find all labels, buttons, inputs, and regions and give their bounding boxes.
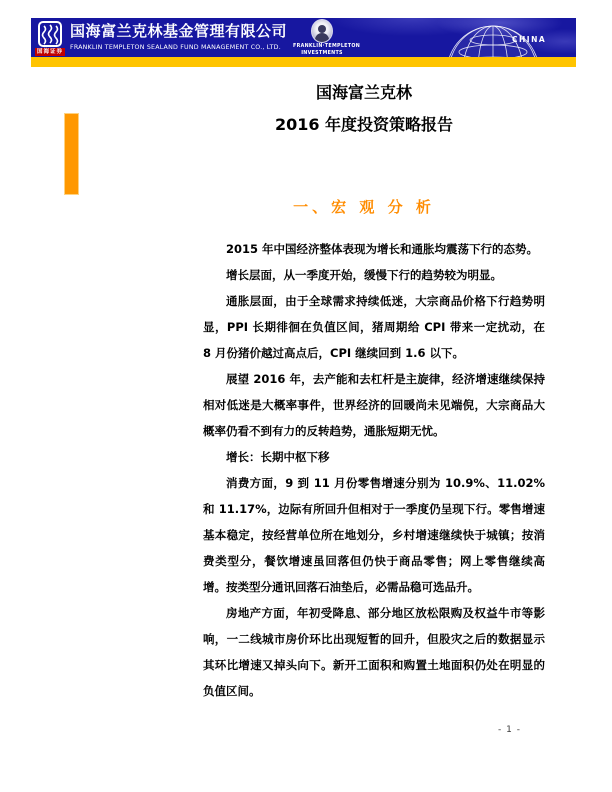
franklin-templeton-wordmark-line2: INVESTMENTS <box>301 51 343 56</box>
report-title-line1: 国海富兰克林 <box>315 83 412 102</box>
orange-accent-bar <box>64 113 79 195</box>
paragraph-consumption: 消费方面，9 到 11 月份零售增速分别为 10.9%、11.02%和 11.17%，边际有所回升但相对于一季度仍呈现下行。零售增速基本稳定，按经营单位所在地划分，乡村增速继续快于城镇；按消费类型分，餐饮增速虽回落但仍快于商品零售；网上零售继续高增。按类型分通讯回落石油垫后，必需品稳可选品升。 <box>203 476 545 594</box>
franklin-portrait-icon <box>311 19 333 43</box>
paragraph-growth-level: 增长层面，从一季度开始，缓慢下行的趋势较为明显。 <box>226 268 502 282</box>
sealand-securities-label: 国海证券 <box>36 49 63 55</box>
banner-blue-band <box>31 18 576 57</box>
page-number: - 1 - <box>498 725 521 735</box>
paragraph-outlook-2016: 展望 2016 年，去产能和去杠杆是主旋律，经济增速继续保持相对低迷是大概率事件，世界经济的回暖尚未见端倪，大宗商品大概率仍看不到有力的反转趋势，通胀短期无忧。 <box>203 372 545 438</box>
franklin-templeton-wordmark-line1: FRANKLIN·TEMPLETON <box>293 44 361 49</box>
franklin-templeton-logo <box>293 19 361 57</box>
paragraph-real-estate: 房地产方面，年初受降息、部分地区放松限购及权益牛市等影响，一二线城市房价环比出现短暂的回升，但股灾之后的数据显示其环比增速又掉头向下。新开工面积和购置土地面积仍处在明显的负值区间。 <box>203 606 545 698</box>
report-title-line2: 2016 年度投资策略报告 <box>274 115 454 134</box>
brand-banner <box>31 18 576 67</box>
company-name-en: FRANKLIN TEMPLETON SEALAND FUND MANAGEMENT CO., LTD. <box>70 44 281 51</box>
banner-gold-rule <box>31 57 576 67</box>
paragraph-overview-2015: 2015 年中国经济整体表现为增长和通胀均震荡下行的态势。 <box>226 242 539 256</box>
company-name-cn: 国海富兰克林基金管理有限公司 <box>70 22 288 40</box>
subheading-growth-downshift: 增长：长期中枢下移 <box>226 450 330 464</box>
body-text-column <box>203 236 545 704</box>
paragraph-inflation-level: 通胀层面，由于全球需求持续低迷，大宗商品价格下行趋势明显，PPI 长期徘徊在负值区间，猪周期给 CPI 带来一定扰动，在 8 月份猪价越过高点后，CPI 继续回到 1.6 以下。 <box>203 294 545 360</box>
section-heading-macro-analysis: 一、宏 观 分 析 <box>293 198 435 216</box>
sealand-seal-icon <box>38 21 62 47</box>
china-label: CHINA <box>512 35 547 44</box>
